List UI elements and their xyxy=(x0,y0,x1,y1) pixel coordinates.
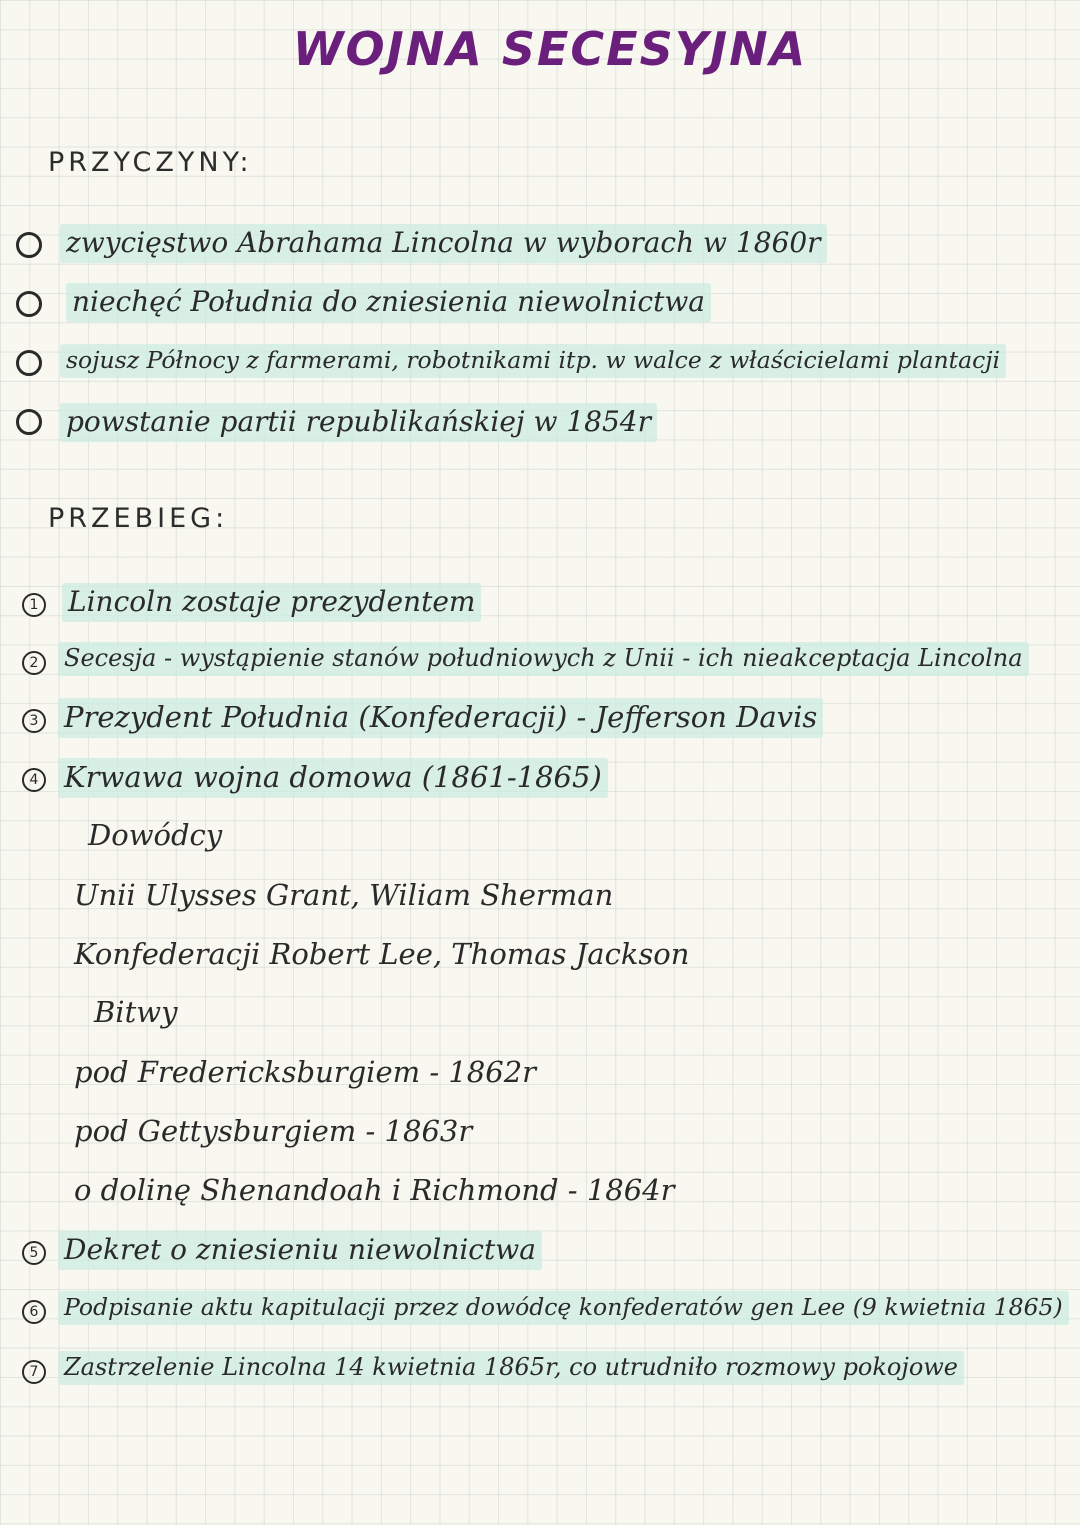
number-4-icon: 4 xyxy=(22,768,46,792)
course-item: Prezydent Południa (Konfederacji) - Jefferson Davis xyxy=(58,700,823,734)
course-item: Podpisanie aktu kapitulacji przez dowódcę konfederatów gen Lee (9 kwietnia 1865) xyxy=(58,1293,1069,1321)
number-7-icon: 7 xyxy=(22,1360,46,1384)
number-2-icon: 2 xyxy=(22,651,46,675)
battle-item: o dolinę Shenandoah i Richmond - 1864r xyxy=(74,1173,675,1207)
causes-heading: PRZYCZYNY: xyxy=(48,147,253,178)
battle-item: pod Fredericksburgiem - 1862r xyxy=(74,1055,537,1089)
bullet-circle-icon xyxy=(16,409,42,435)
commanders-union: Unii Ulysses Grant, Wiliam Sherman xyxy=(74,878,614,912)
bullet-circle-icon xyxy=(16,291,42,317)
course-item: Secesja - wystąpienie stanów południowych z Unii - ich nieakceptacja Lincolna xyxy=(58,644,1029,672)
cause-item: sojusz Północy z farmerami, robotnikami itp. w walce z właścicielami plantacji xyxy=(60,346,1006,374)
number-5-icon: 5 xyxy=(22,1241,46,1265)
cause-item: zwycięstwo Abrahama Lincolna w wyborach w 1860r xyxy=(60,226,827,259)
number-3-icon: 3 xyxy=(22,709,46,733)
course-item: Zastrzelenie Lincolna 14 kwietnia 1865r, co utrudniło rozmowy pokojowe xyxy=(58,1353,964,1381)
course-item: Lincoln zostaje prezydentem xyxy=(62,585,481,618)
commanders-label: Dowódcy xyxy=(88,818,223,852)
course-item: Dekret o zniesieniu niewolnictwa xyxy=(58,1233,542,1266)
number-1-icon: 1 xyxy=(22,593,46,617)
number-6-icon: 6 xyxy=(22,1300,46,1324)
battle-item: pod Gettysburgiem - 1863r xyxy=(74,1114,473,1148)
bullet-circle-icon xyxy=(16,232,42,258)
cause-item: niechęć Południa do zniesienia niewolnictwa xyxy=(66,285,711,318)
bullet-circle-icon xyxy=(16,350,42,376)
page-title: WOJNA SECESYJNA xyxy=(292,22,808,76)
commanders-confederacy: Konfederacji Robert Lee, Thomas Jackson xyxy=(74,937,690,971)
battles-label: Bitwy xyxy=(94,995,178,1029)
course-heading: PRZEBIEG: xyxy=(48,503,229,534)
cause-item: powstanie partii republikańskiej w 1854r xyxy=(60,405,657,438)
course-item: Krwawa wojna domowa (1861-1865) xyxy=(58,760,608,794)
